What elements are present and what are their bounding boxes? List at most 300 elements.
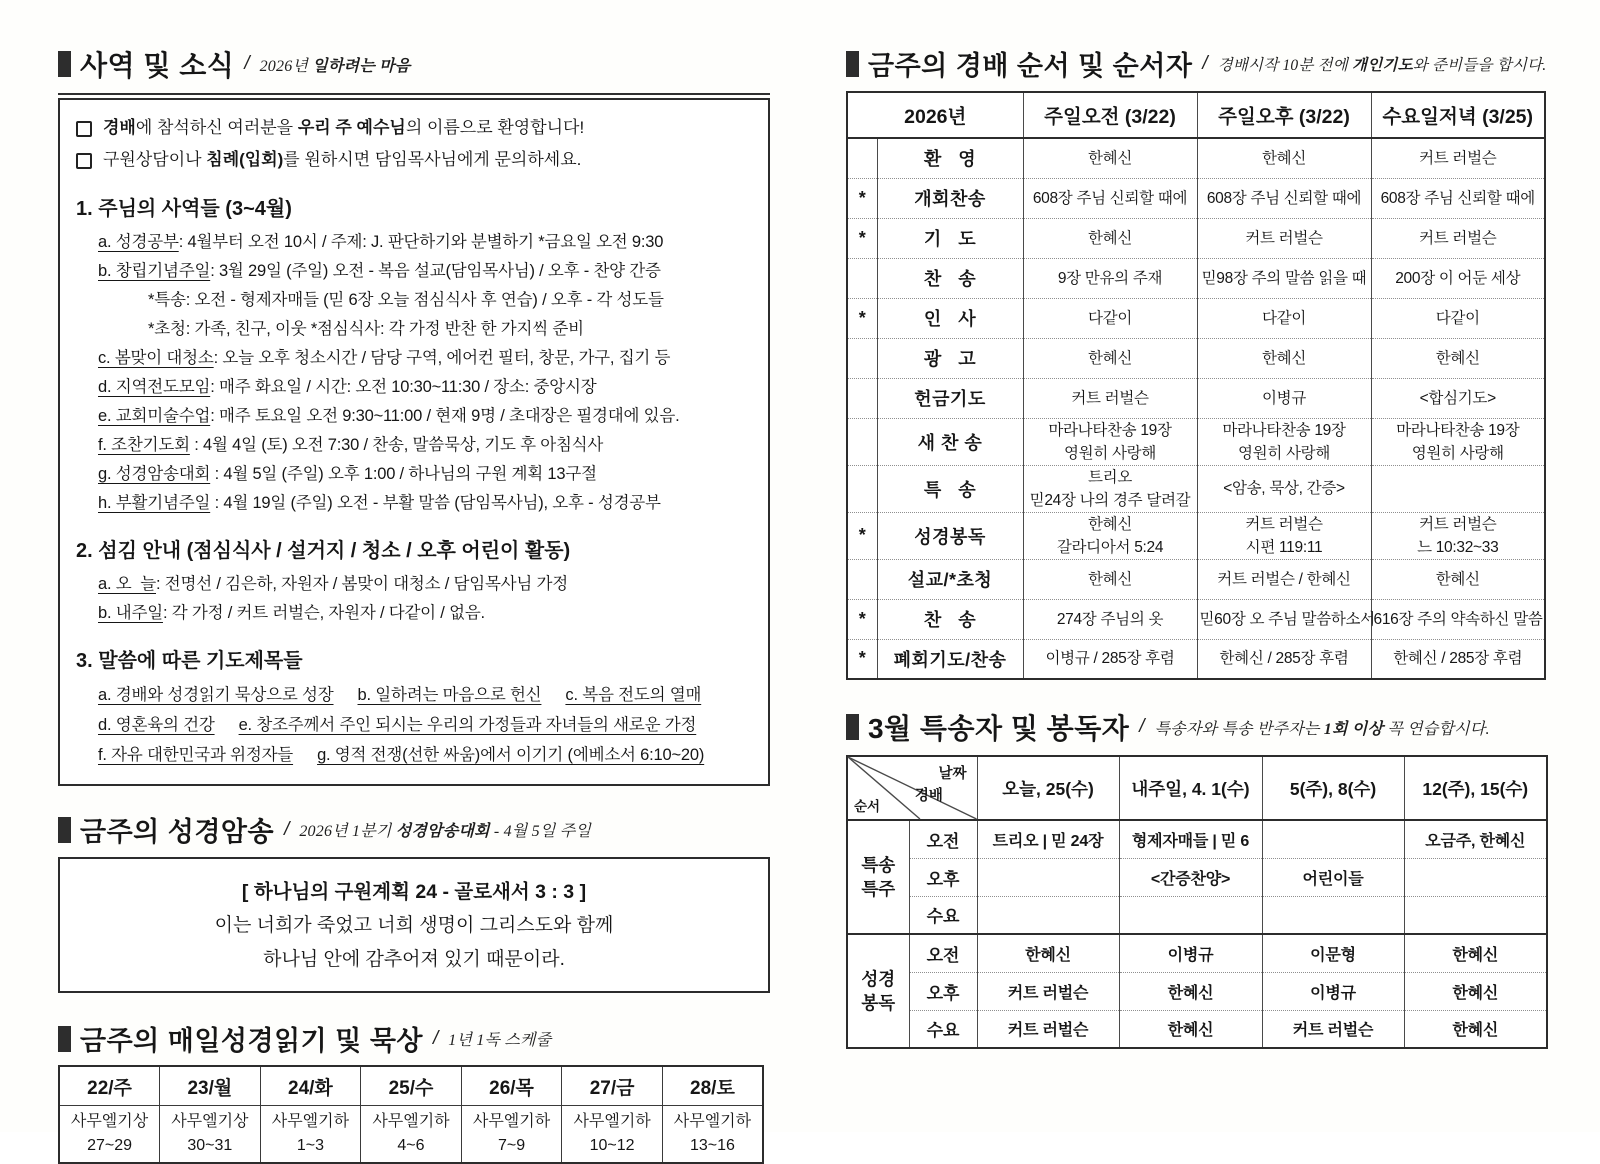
special-row <box>847 896 1547 934</box>
service-column-header: 주일오후 (3/22) <box>1197 92 1371 138</box>
time-label-cell: 오전 <box>909 820 977 858</box>
item-label: c. 봄맞이 대청소 <box>98 349 214 367</box>
special-value-cell: 어린이들 <box>1262 858 1404 896</box>
star-cell <box>847 138 877 178</box>
order-value-line: 한혜신 / 285장 후렴 <box>1219 650 1349 668</box>
special-value-cell: 한혜신 <box>977 934 1119 972</box>
worship-row <box>847 218 1545 258</box>
star-cell: * <box>847 512 877 559</box>
order-value-line: 한혜신 <box>1435 349 1480 367</box>
serving-list-section <box>76 537 754 628</box>
order-value-cell <box>1371 512 1545 559</box>
order-value-line: 커트 러벌슨 <box>1245 515 1323 533</box>
section-title: 금주의 경배 순서 및 순서자 <box>868 51 1193 81</box>
order-value-line: 커트 러벌슨 / 한혜신 <box>1217 570 1351 588</box>
notice-item <box>76 144 754 176</box>
checkbox-icon <box>76 153 92 169</box>
ministry-items <box>76 228 754 518</box>
ministry-item <box>76 570 754 599</box>
order-value-line: 한혜신 <box>1435 570 1480 588</box>
special-value-cell: 형제자매들 | 믿 6 <box>1119 820 1262 858</box>
order-value-cell <box>1023 418 1197 465</box>
corner-label-worship: 경배 <box>914 788 943 804</box>
section-subtitle <box>1218 53 1547 75</box>
time-label-cell: 오후 <box>909 858 977 896</box>
special-value-cell <box>1262 896 1404 934</box>
special-value-cell: 한혜신 <box>1119 1010 1262 1048</box>
order-value-line: <합심기도> <box>1419 389 1496 407</box>
diagonal-corner-cell <box>847 756 977 820</box>
special-value-cell <box>1404 858 1547 896</box>
item-text: : 각 가정 / 커트 러벌슨, 자원자 / 다같이 / 없음. <box>162 604 485 622</box>
list-number: 1. <box>76 198 93 220</box>
notice-text <box>103 144 581 176</box>
corner-label-date: 날짜 <box>938 766 967 782</box>
order-value-line: 시편 119:11 <box>1245 538 1323 556</box>
order-value-line: 마라나타찬송 19장 <box>1222 421 1346 439</box>
star-cell: * <box>847 178 877 218</box>
special-value-cell: 한혜신 <box>1119 972 1262 1010</box>
text-segment: 특송자와 특송 반주자는 <box>1154 720 1324 738</box>
passage-range: 27~29 <box>87 1137 132 1154</box>
special-row <box>847 972 1547 1010</box>
item-label: b. 내주일 <box>98 604 163 622</box>
order-value-line: 영원히 사랑해 <box>1237 444 1331 462</box>
order-value-line: 다같이 <box>1435 309 1480 327</box>
special-row <box>847 858 1547 896</box>
item-text: : 오늘 오후 청소시간 / 담당 구역, 에어컨 필터, 창문, 가구, 집기 등 <box>213 349 671 367</box>
order-value-line: 608장 주님 신뢰할 때에 <box>1380 189 1535 207</box>
group-label-cell <box>847 820 909 934</box>
service-column-header: 수요일저녁 (3/25) <box>1371 92 1545 138</box>
order-value-line: <암송, 묵상, 간증> <box>1223 480 1345 497</box>
special-value-cell: 트리오 | 믿 24장 <box>977 820 1119 858</box>
prayer-item: c. 복음 전도의 열매 <box>565 686 702 704</box>
reading-day-header: 26/목 <box>461 1066 562 1106</box>
order-value-line: 이병규 <box>1261 389 1307 407</box>
reading-passage-cell <box>662 1106 763 1164</box>
text-segment: 2026년 <box>259 57 313 75</box>
order-value-cell <box>1197 378 1371 418</box>
list-title <box>76 537 754 566</box>
order-label: 특 송 <box>877 465 1023 512</box>
order-value-line: 200장 이 어둔 세상 <box>1395 269 1521 287</box>
order-value-cell <box>1023 559 1197 599</box>
special-value-cell <box>1262 820 1404 858</box>
reading-section-header <box>58 1019 770 1058</box>
special-value-cell <box>1119 896 1262 934</box>
text-segment: 성경암송대회 <box>395 823 490 840</box>
order-value-line: 다같이 <box>1261 309 1307 327</box>
order-value-line: 한혜신 <box>1087 149 1133 167</box>
ministry-item <box>76 460 754 489</box>
item-text: *초청: 가족, 친구, 이웃 *점심식사: 각 가정 반찬 한 가지씩 준비 <box>148 320 584 338</box>
text-segment: 침례(입회) <box>206 150 284 169</box>
special-value-cell: 커트 러벌슨 <box>1262 1010 1404 1048</box>
section-title: 금주의 매일성경읽기 및 묵상 <box>80 1026 423 1056</box>
passage-range: 10~12 <box>589 1137 635 1154</box>
passage-range: 7~9 <box>497 1137 526 1154</box>
section-marker-icon <box>58 1026 71 1052</box>
ministry-item <box>76 599 754 628</box>
section-marker-icon <box>58 817 71 843</box>
order-value-line: 커트 러벌슨 <box>1419 515 1497 533</box>
text-segment: 의 이름으로 환영합니다! <box>405 118 585 137</box>
passage-range: 4~6 <box>397 1137 425 1154</box>
order-value-cell <box>1371 218 1545 258</box>
passage-range: 30~31 <box>187 1137 233 1154</box>
order-value-line: 9장 만유의 주재 <box>1057 269 1163 287</box>
text-segment: 1년 1독 스케줄 <box>448 1032 552 1049</box>
order-value-line: 마라나타찬송 19장 <box>1396 421 1520 439</box>
special-value-cell: 오금주, 한혜신 <box>1404 820 1547 858</box>
left-column <box>58 44 770 1164</box>
text-segment: 개인기도 <box>1352 56 1413 74</box>
group-label-line: 성경 <box>861 969 896 989</box>
list-title <box>76 195 754 224</box>
order-value-line: 한혜신 <box>1261 149 1307 167</box>
passage-book: 사무엘기하 <box>573 1113 651 1130</box>
order-label: 설교/*초청 <box>877 559 1023 599</box>
item-label: d. 지역전도모임 <box>98 378 211 396</box>
prayer-item: e. 창조주께서 주인 되시는 우리의 가정들과 자녀들의 새로운 가정 <box>238 716 697 734</box>
section-divider: / <box>1139 716 1145 737</box>
order-value-line: 한혜신 <box>1087 515 1133 533</box>
worship-row <box>847 338 1545 378</box>
text-segment: 에 참석하신 여러분을 <box>135 118 298 137</box>
order-value-cell <box>1371 258 1545 298</box>
worship-row <box>847 465 1545 512</box>
section-divider: / <box>244 53 250 74</box>
passage-book: 사무엘기하 <box>472 1113 551 1130</box>
item-label: g. 성경암송대회 <box>98 465 211 483</box>
memory-verse-box <box>58 857 770 993</box>
section-marker-icon <box>846 714 859 740</box>
section-divider: / <box>433 1027 439 1049</box>
order-value-cell <box>1023 258 1197 298</box>
order-value-line: 한혜신 <box>1087 349 1133 367</box>
prayer-list-section <box>76 647 754 770</box>
worship-row <box>847 639 1545 679</box>
order-value-line: 608장 주님 신뢰할 때에 <box>1206 189 1362 207</box>
ministry-item <box>76 228 754 257</box>
order-value-cell <box>1371 599 1545 639</box>
order-label: 헌금기도 <box>877 378 1023 418</box>
order-label: 찬 송 <box>877 258 1023 298</box>
order-value-cell <box>1371 559 1545 599</box>
order-value-line: 이병규 / 285장 후렴 <box>1045 650 1175 668</box>
prayer-line <box>76 680 754 710</box>
section-marker-icon <box>846 51 859 77</box>
reading-passage-cell <box>59 1106 160 1164</box>
order-label: 성경봉독 <box>877 512 1023 559</box>
year-header: 2026년 <box>847 92 1023 138</box>
order-value-line: 한혜신 <box>1261 349 1307 367</box>
order-value-cell <box>1197 298 1371 338</box>
order-label: 인 사 <box>877 298 1023 338</box>
text-segment: 꼭 연습합시다. <box>1383 720 1490 738</box>
special-value-cell: 커트 러벌슨 <box>977 1010 1119 1048</box>
section-marker-icon <box>58 51 71 77</box>
list-title <box>76 647 754 676</box>
worship-row <box>847 178 1545 218</box>
special-value-cell: 이병규 <box>1119 934 1262 972</box>
item-text: : 전명선 / 김은하, 자원자 / 봄맞이 대청소 / 담임목사님 가정 <box>156 575 569 593</box>
passage-book: 사무엘기하 <box>271 1113 350 1130</box>
order-value-cell <box>1023 138 1197 178</box>
prayer-item: a. 경배와 성경읽기 묵상으로 성장 <box>98 686 334 704</box>
item-text: : 4월 19일 (주일) 오전 - 부활 말씀 (담임목사님), 오후 - 성경공부 <box>210 494 661 512</box>
special-value-cell <box>977 896 1119 934</box>
section-subtitle <box>299 818 591 841</box>
daily-reading-table <box>58 1065 764 1164</box>
prayer-item: g. 영적 전쟁(선한 싸움)에서 이기기 (에베소서 6:10~20) <box>317 746 705 764</box>
reading-passage-cell <box>562 1106 663 1164</box>
reading-day-header: 24/화 <box>260 1066 361 1106</box>
group-label-line: 봉독 <box>861 993 896 1013</box>
order-value-cell <box>1023 178 1197 218</box>
order-value-line: 마라나타찬송 19장 <box>1048 421 1172 439</box>
text-segment: 일하려는 마음 <box>312 57 411 75</box>
special-row <box>847 820 1547 858</box>
order-value-cell <box>1197 338 1371 378</box>
order-value-cell <box>1371 298 1545 338</box>
special-value-cell: 한혜신 <box>1404 1010 1547 1048</box>
order-value-line: 느 10:32~33 <box>1417 538 1499 556</box>
special-section-header <box>846 707 1548 747</box>
notice-text <box>103 112 584 144</box>
text-segment: 와 준비들을 합시다. <box>1412 56 1547 74</box>
date-column-header: 오늘, 25(수) <box>977 756 1119 820</box>
passage-book: 사무엘기하 <box>372 1113 450 1130</box>
ministry-item <box>76 402 754 431</box>
item-text: : 매주 토요일 오전 9:30~11:00 / 현재 9명 / 초대장은 필경대에 있음. <box>210 407 680 425</box>
passage-book: 사무엘기상 <box>171 1113 249 1130</box>
reading-day-header: 22/주 <box>59 1066 160 1106</box>
ministry-box <box>58 98 770 786</box>
worship-order-table <box>846 91 1546 680</box>
item-label: a. 성경공부 <box>98 233 179 251</box>
right-column <box>846 44 1548 1049</box>
star-cell <box>847 338 877 378</box>
section-title: 3월 특송자 및 봉독자 <box>868 713 1130 744</box>
ministry-item <box>76 286 754 315</box>
ministry-item <box>76 344 754 373</box>
item-text: : 매주 화요일 / 시간: 오전 10:30~11:30 / 장소: 중앙시장 <box>210 378 597 396</box>
special-value-cell: 한혜신 <box>1404 934 1547 972</box>
passage-book: 사무엘기하 <box>673 1113 752 1130</box>
reading-passage-cell <box>260 1106 361 1164</box>
prayer-item: d. 영혼육의 건강 <box>98 716 215 734</box>
star-cell <box>847 378 877 418</box>
reading-day-header: 28/토 <box>662 1066 763 1106</box>
order-value-line: 커트 러벌슨 <box>1071 389 1149 407</box>
order-value-cell <box>1371 338 1545 378</box>
time-label-cell: 오전 <box>909 934 977 972</box>
prayer-line <box>76 710 754 740</box>
order-label: 기 도 <box>877 218 1023 258</box>
passage-book: 사무엘기상 <box>70 1113 149 1130</box>
order-value-cell <box>1197 178 1371 218</box>
ministry-item <box>76 373 754 402</box>
order-value-cell <box>1023 639 1197 679</box>
order-value-line: 616장 주의 약속하신 말씀 <box>1373 610 1543 628</box>
order-value-cell <box>1023 218 1197 258</box>
order-value-cell <box>1023 298 1197 338</box>
order-label: 광 고 <box>877 338 1023 378</box>
order-value-cell <box>1197 418 1371 465</box>
order-value-line: 608장 주님 신뢰할 때에 <box>1032 189 1188 207</box>
order-label: 개회찬송 <box>877 178 1023 218</box>
time-label-cell: 수요 <box>909 896 977 934</box>
worship-row <box>847 378 1545 418</box>
worship-row <box>847 599 1545 639</box>
item-label: h. 부활기념주일 <box>98 494 211 512</box>
star-cell: * <box>847 599 877 639</box>
order-value-line: 커트 러벌슨 <box>1419 149 1497 167</box>
text-segment: 1회 이상 <box>1323 720 1384 738</box>
star-cell <box>847 465 877 512</box>
reading-header-row <box>59 1066 763 1106</box>
serving-items <box>76 570 754 628</box>
star-cell: * <box>847 298 877 338</box>
notice-item <box>76 112 754 144</box>
worship-row <box>847 559 1545 599</box>
special-value-cell: 커트 러벌슨 <box>977 972 1119 1010</box>
reading-day-header: 25/수 <box>361 1066 462 1106</box>
order-value-cell <box>1023 512 1197 559</box>
special-row <box>847 1010 1547 1048</box>
text-segment: 구원상담이나 <box>103 150 207 169</box>
order-label: 새 찬 송 <box>877 418 1023 465</box>
worship-row <box>847 138 1545 178</box>
section-title: 금주의 성경암송 <box>80 817 275 847</box>
order-label: 환 영 <box>877 138 1023 178</box>
order-value-line: 커트 러벌슨 <box>1419 229 1497 247</box>
order-value-cell <box>1023 378 1197 418</box>
item-text: : 4월 4일 (토) 오전 7:30 / 찬송, 말씀묵상, 기도 후 아침식사 <box>189 436 604 454</box>
group-label-cell <box>847 934 909 1048</box>
reading-passage-cell <box>461 1106 562 1164</box>
passage-range: 13~16 <box>689 1137 735 1154</box>
order-value-cell <box>1197 258 1371 298</box>
special-value-cell <box>1404 896 1547 934</box>
special-header-row <box>847 756 1547 820</box>
section-subtitle <box>1155 716 1490 739</box>
verse-line: 하나님 안에 감추어져 있기 때문이라. <box>263 949 565 970</box>
order-value-cell <box>1197 599 1375 639</box>
list-heading: 말씀에 따른 기도제목들 <box>98 650 303 672</box>
star-cell: * <box>847 639 877 679</box>
order-value-cell <box>1197 512 1371 559</box>
memory-section-header <box>58 810 770 849</box>
special-value-cell: 한혜신 <box>1404 972 1547 1010</box>
list-heading: 섬김 안내 (점심식사 / 설거지 / 청소 / 오후 어린이 활동) <box>98 540 571 562</box>
worship-row <box>847 298 1545 338</box>
item-label: a. 오 늘 <box>98 575 156 593</box>
order-value-line: 한혜신 <box>1087 570 1133 588</box>
text-segment: 경배시작 10분 전에 <box>1217 56 1353 74</box>
section-divider: / <box>1202 52 1208 74</box>
order-value-cell <box>1371 418 1545 465</box>
reading-body-row <box>59 1106 763 1164</box>
time-label-cell: 오후 <box>909 972 977 1010</box>
ministry-section-header <box>58 44 770 95</box>
ministry-list-section <box>76 195 754 518</box>
order-value-line: 다같이 <box>1087 309 1133 327</box>
reading-passage-cell <box>361 1106 462 1164</box>
date-column-header: 5(주), 8(수) <box>1262 756 1404 820</box>
item-label: e. 교회미술수업 <box>98 407 211 425</box>
text-segment: 2026년 1분기 <box>299 823 396 840</box>
order-value-cell <box>1197 465 1371 512</box>
special-value-cell <box>977 858 1119 896</box>
group-label-line: 특송 <box>861 855 896 875</box>
item-label: f. 조찬기도회 <box>98 436 190 454</box>
text-segment: 우리 주 예수님 <box>297 118 406 137</box>
text-segment: - 4월 5일 주일 <box>489 823 592 840</box>
order-value-line: 믿24장 나의 경주 달려갈 <box>1029 491 1191 509</box>
order-value-line: 한혜신 / 285장 후렴 <box>1393 650 1523 668</box>
order-value-cell <box>1023 465 1197 512</box>
star-cell: * <box>847 218 877 258</box>
worship-row <box>847 258 1545 298</box>
list-heading: 주님의 사역들 (3~4월) <box>98 198 292 220</box>
text-segment: 를 원하시면 담임목사님에게 문의하세요. <box>283 150 582 169</box>
order-value-cell <box>1197 218 1371 258</box>
order-value-line: 한혜신 <box>1087 229 1133 247</box>
order-value-line: 믿60장 오 주님 말씀하소서 <box>1199 610 1375 628</box>
worship-row <box>847 418 1545 465</box>
order-value-cell <box>1197 138 1371 178</box>
item-label: b. 창립기념주일 <box>98 262 211 280</box>
reading-day-header: 27/금 <box>562 1066 663 1106</box>
verse-reference: [ 하나님의 구원계획 24 - 골로새서 3 : 3 ] <box>241 881 587 903</box>
order-value-cell <box>1371 378 1545 418</box>
special-value-cell: 이병규 <box>1262 972 1404 1010</box>
list-number: 3. <box>76 650 93 672</box>
star-cell <box>847 418 877 465</box>
group-label-line: 특주 <box>861 879 896 899</box>
star-cell <box>847 559 877 599</box>
worship-section-header <box>846 44 1548 83</box>
section-title: 사역 및 소식 <box>80 50 235 81</box>
star-cell <box>847 258 877 298</box>
item-text: *특송: 오전 - 형제자매들 (믿 6장 오늘 점심식사 후 연습) / 오후 - 각 성도들 <box>148 291 664 309</box>
order-value-cell <box>1023 338 1197 378</box>
verse-line: 이는 너희가 죽었고 너희 생명이 그리스도와 함께 <box>214 915 614 936</box>
section-subtitle <box>448 1027 551 1050</box>
order-value-cell <box>1371 465 1545 512</box>
date-column-header: 내주일, 4. 1(수) <box>1119 756 1262 820</box>
order-value-line: 영원히 사랑해 <box>1063 444 1157 462</box>
corner-label-order: 순서 <box>854 799 881 814</box>
ministry-item <box>76 431 754 460</box>
order-label: 찬 송 <box>877 599 1023 639</box>
special-singers-table <box>846 755 1548 1049</box>
prayer-items <box>76 680 754 770</box>
reading-passage-cell <box>160 1106 261 1164</box>
ministry-item <box>76 489 754 518</box>
order-value-line: 갈라디아서 5:24 <box>1056 538 1164 556</box>
prayer-item: f. 자유 대한민국과 위정자들 <box>98 746 294 764</box>
ministry-item <box>76 257 754 286</box>
order-value-line: 커트 러벌슨 <box>1245 229 1323 247</box>
checkbox-icon <box>76 121 92 137</box>
passage-range: 1~3 <box>296 1137 324 1154</box>
special-value-cell: <간증찬양> <box>1119 858 1262 896</box>
prayer-item: b. 일하려는 마음으로 헌신 <box>357 686 542 704</box>
